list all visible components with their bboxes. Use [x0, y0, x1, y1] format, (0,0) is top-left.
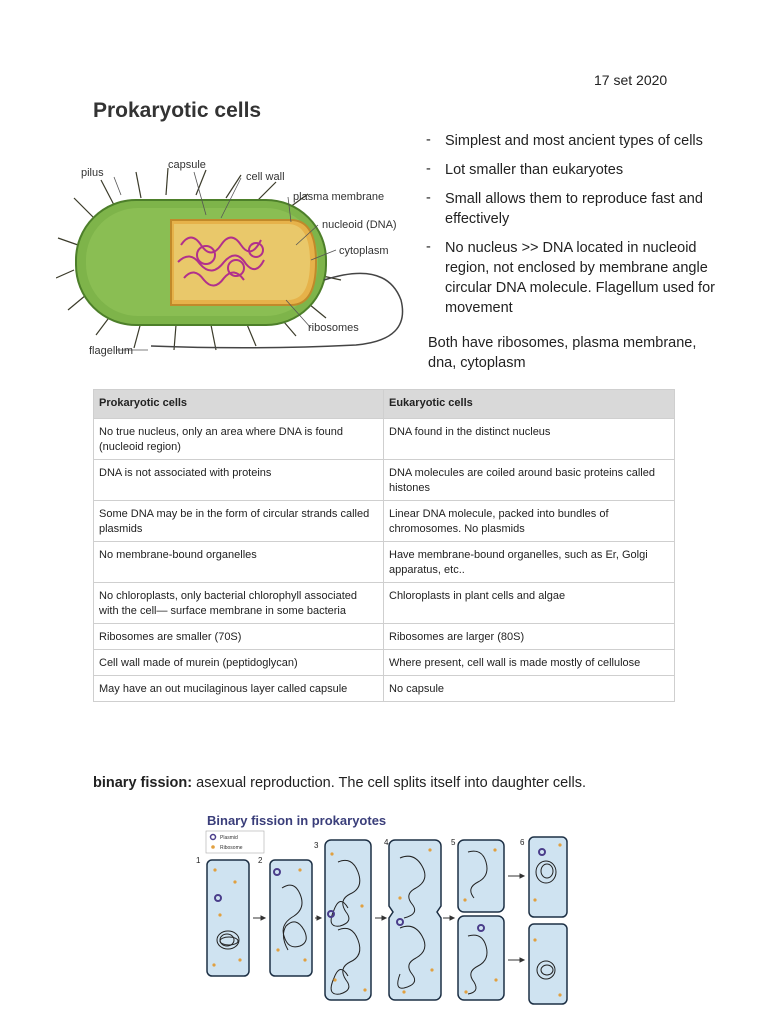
table-cell: No capsule: [384, 676, 675, 702]
bullet-list: [426, 131, 736, 327]
step-label: 6: [520, 838, 525, 847]
step-label: 5: [451, 838, 456, 847]
table-cell: Where present, cell wall is made mostly of cellulose: [384, 650, 675, 676]
label-plasma-membrane: plasma membrane: [293, 191, 385, 203]
table-row: [94, 460, 675, 501]
table-row: [94, 501, 675, 542]
table-cell: Cell wall made of murein (peptidoglycan): [94, 650, 384, 676]
step-label: 2: [258, 856, 263, 865]
prokaryotic-cell-diagram: [56, 150, 416, 370]
binary-fission-definition: [93, 775, 586, 791]
column-header: Prokaryotic cells: [94, 390, 384, 419]
both-have-note: Both have ribosomes, plasma membrane, dna, cytoplasm: [428, 335, 697, 371]
table-header-row: [94, 390, 675, 419]
bullet-item: - Simplest and most ancient types of cells: [426, 131, 736, 151]
page-title: Prokaryotic cells: [93, 99, 262, 122]
table-cell: Have membrane-bound organelles, such as Er, Golgi apparatus, etc..: [384, 542, 675, 583]
step-label: 3: [314, 841, 319, 850]
binary-fission-text: asexual reproduction. The cell splits itself into daughter cells.: [192, 775, 586, 791]
table-cell: No membrane-bound organelles: [94, 542, 384, 583]
binary-fission-figure-title: Binary fission in prokaryotes: [207, 813, 387, 828]
label-flagellum: flagellum: [89, 345, 134, 357]
table-cell: Chloroplasts in plant cells and algae: [384, 583, 675, 624]
column-header: Eukaryotic cells: [384, 390, 675, 419]
cell-step-6b: [529, 924, 567, 1004]
table-cell: Linear DNA molecule, packed into bundles of chromosomes. No plasmids: [384, 501, 675, 542]
table-row: [94, 624, 675, 650]
step-label: 4: [384, 838, 389, 847]
table-cell: DNA found in the distinct nucleus: [384, 419, 675, 460]
label-ribosomes: ribosomes: [308, 322, 359, 334]
ribosome-icon: [211, 845, 215, 849]
bullet-item: - No nucleus >> DNA located in nucleoid region, not enclosed by membrane angle circular DNA molecule. Flagellum used for movement: [426, 238, 736, 318]
table-row: [94, 542, 675, 583]
table-row: [94, 583, 675, 624]
binary-fission-diagram: [190, 810, 590, 1010]
label-nucleoid: nucleoid (DNA): [322, 219, 397, 231]
comparison-table: [93, 389, 675, 702]
table-cell: May have an out mucilaginous layer called capsule: [94, 676, 384, 702]
table-cell: No true nucleus, only an area where DNA is found (nucleoid region): [94, 419, 384, 460]
table-row: [94, 419, 675, 460]
table-cell: Ribosomes are smaller (70S): [94, 624, 384, 650]
step-label: 1: [196, 856, 201, 865]
bullet-item: - Lot smaller than eukaryotes: [426, 160, 736, 180]
binary-fission-term: binary fission:: [93, 775, 193, 791]
cell-step-6a: [529, 837, 567, 917]
legend-ribosome: Ribosome: [220, 845, 243, 851]
legend-plasmid: Plasmid: [220, 835, 238, 841]
table-row: [94, 650, 675, 676]
table-cell: DNA is not associated with proteins: [94, 460, 384, 501]
bullet-item: - Small allows them to reproduce fast and effectively: [426, 189, 736, 229]
table-cell: Ribosomes are larger (80S): [384, 624, 675, 650]
label-pilus: pilus: [81, 167, 104, 179]
table-cell: DNA molecules are coiled around basic proteins called histones: [384, 460, 675, 501]
label-cytoplasm: cytoplasm: [339, 245, 389, 257]
table-cell: Some DNA may be in the form of circular strands called plasmids: [94, 501, 384, 542]
label-capsule: capsule: [168, 159, 206, 171]
label-cell-wall: cell wall: [246, 171, 285, 183]
date: 17 set 2020: [594, 72, 668, 88]
table-row: [94, 676, 675, 702]
table-cell: No chloroplasts, only bacterial chlorophyll associated with the cell— surface membrane in some bacteria: [94, 583, 384, 624]
cell-step-5b: [458, 916, 504, 1000]
cell-step-1: [207, 860, 249, 976]
